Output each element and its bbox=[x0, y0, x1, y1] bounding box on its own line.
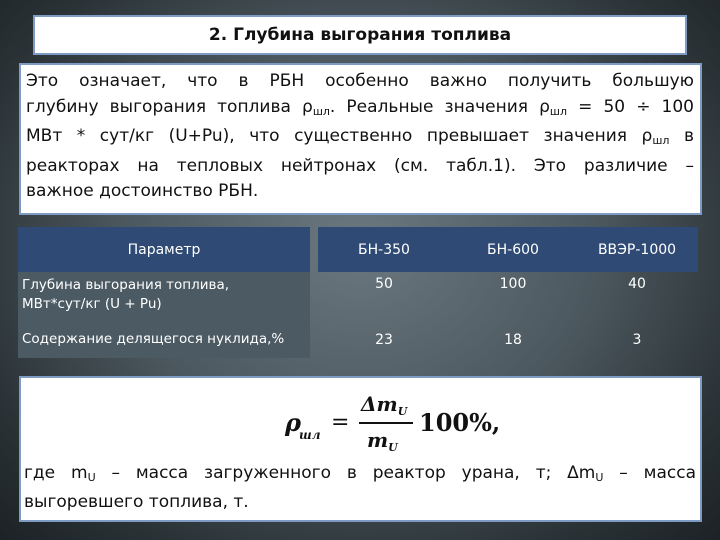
table-row bbox=[18, 272, 698, 328]
slide-title-box bbox=[33, 15, 687, 55]
formula-percent: 100%, bbox=[419, 408, 501, 437]
row-burnup-name: Глубина выгорания топлива, МВт*сут/кг (U + Pu) bbox=[18, 272, 310, 328]
cell-fissile-bn600: 18 bbox=[504, 332, 522, 348]
formula-box bbox=[19, 376, 702, 522]
cell-burnup-bn350: 50 bbox=[375, 276, 393, 292]
paragraph-line-5: важное достоинство РБН. bbox=[26, 181, 259, 201]
cell-fissile-bn350: 23 bbox=[375, 332, 393, 348]
comparison-table bbox=[18, 227, 698, 358]
formula-rho-subscript: шл bbox=[299, 428, 321, 442]
description-line-2: выгоревшего топлива, т. bbox=[24, 492, 249, 512]
cell-fissile-vver1000: 3 bbox=[632, 332, 642, 348]
paragraph-line-4: реакторах на тепловых нейтронах (см. табл.1). Это различие – bbox=[26, 155, 694, 176]
paragraph-line-1: Это означает, что в РБН особенно важно получить большую bbox=[26, 71, 694, 91]
fraction-bar bbox=[359, 422, 413, 424]
slide-title: 2. Глубина выгорания топлива bbox=[208, 25, 512, 45]
header-parameter: Параметр bbox=[18, 227, 310, 272]
burnup-formula bbox=[269, 388, 499, 464]
cell-burnup-bn600: 100 bbox=[499, 276, 527, 292]
table-row bbox=[18, 328, 698, 358]
row-fissile-name: Содержание делящегося нуклида,% bbox=[18, 328, 310, 358]
formula-equals: = bbox=[331, 410, 350, 435]
formula-denominator: $m_U$ bbox=[367, 428, 398, 454]
cell-burnup-vver1000: 40 bbox=[628, 276, 646, 292]
formula-numerator: $\Delta m_U$ bbox=[361, 392, 408, 418]
description-line-1: где $m_U$ – масса загруженного в реактор урана, т; $\Delta m_U$ – масса bbox=[24, 463, 696, 484]
paragraph-line-2: глубину выгорания топлива $\rho_{шл}$. Реальные значения $\rho_{шл} = 50 \div 100$ bbox=[26, 96, 694, 118]
table-header-row bbox=[18, 227, 698, 272]
header-bn350: БН-350 bbox=[318, 227, 450, 272]
header-vver1000: ВВЭР-1000 bbox=[576, 227, 698, 272]
intro-paragraph bbox=[19, 63, 702, 215]
header-bn600: БН-600 bbox=[450, 227, 576, 272]
formula-description bbox=[24, 461, 696, 515]
formula-rho: ρ bbox=[285, 408, 301, 437]
paragraph-line-3: МВт * сут/кг (U+Pu), что существенно превышает значения $\rho_{шл}$ в bbox=[26, 126, 694, 147]
